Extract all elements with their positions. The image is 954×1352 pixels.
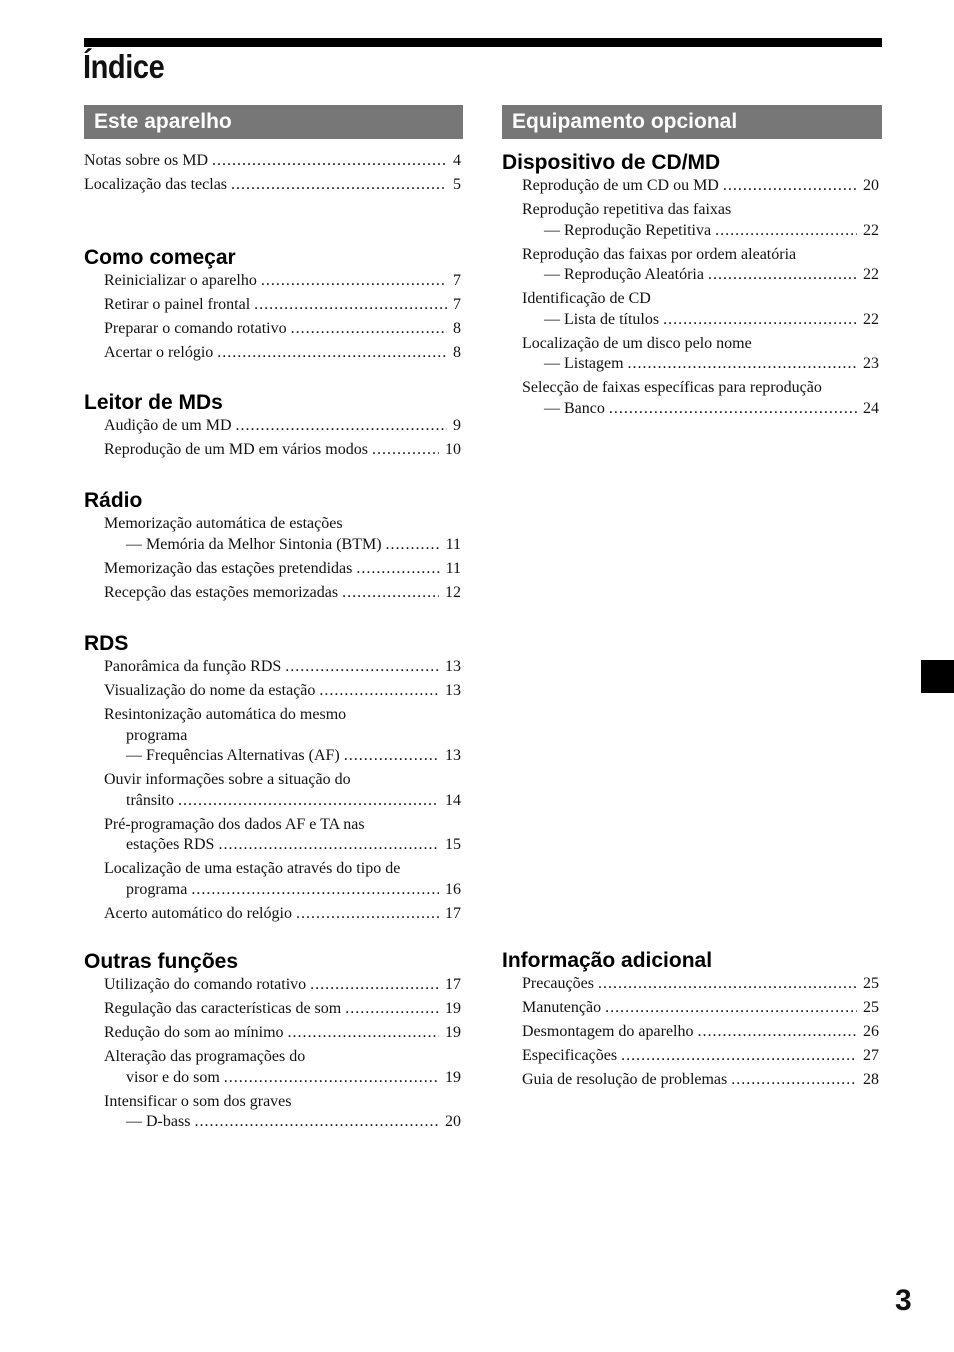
- toc-entry-text: — Listagem: [544, 355, 624, 372]
- toc-entry[interactable]: [84, 770, 461, 811]
- toc-entry-text: — Reprodução Aleatória: [544, 266, 704, 283]
- toc-entry[interactable]: [84, 999, 461, 1020]
- toc-entry[interactable]: [84, 681, 461, 702]
- toc-page-number: 10: [445, 441, 461, 458]
- toc-entry[interactable]: [502, 974, 879, 995]
- toc-page-number: 12: [445, 583, 461, 601]
- page-title: Índice: [83, 48, 165, 85]
- toc-page-number: 13: [445, 747, 461, 764]
- toc-group-heading: Rádio: [84, 489, 143, 512]
- leader-dots: [628, 354, 857, 375]
- toc-page-number: 19: [445, 1000, 461, 1017]
- toc-entry[interactable]: [84, 440, 461, 461]
- toc-entry[interactable]: [84, 514, 461, 555]
- toc-group-como-comecar: [84, 245, 461, 367]
- toc-entry-text: Desmontagem do aparelho: [522, 1023, 694, 1040]
- toc-entry[interactable]: [84, 705, 461, 767]
- toc-entry-text: Localização das teclas: [84, 176, 228, 193]
- toc-entry-text: — Lista de títulos: [544, 310, 660, 328]
- toc-entry-text: Precauções: [522, 975, 594, 992]
- toc-entry[interactable]: [502, 1046, 879, 1067]
- toc-entry[interactable]: [84, 151, 461, 172]
- leader-dots: [621, 1046, 857, 1067]
- toc-entry[interactable]: [84, 1047, 461, 1088]
- leader-dots: [191, 880, 439, 901]
- leader-dots: [372, 440, 439, 461]
- toc-entry[interactable]: [502, 245, 879, 286]
- toc-page-number: 13: [445, 658, 461, 675]
- toc-entry[interactable]: [84, 295, 461, 316]
- toc-page-number: 19: [445, 1024, 461, 1041]
- toc-entry-text: Audição de um MD: [104, 417, 232, 434]
- toc-entry[interactable]: [84, 1023, 461, 1044]
- toc-entry-text: Memorização das estações pretendidas: [104, 559, 353, 577]
- toc-entry[interactable]: [84, 416, 461, 437]
- toc-page-number: 14: [445, 791, 461, 809]
- toc-page-number: 22: [863, 266, 879, 283]
- toc-entry-text: Memorização automática de estações: [104, 515, 343, 532]
- toc-entry[interactable]: [84, 859, 461, 900]
- toc-entry-text: Reprodução das faixas por ordem aleatória: [522, 245, 797, 263]
- toc-entry-text: Pré-programação dos dados AF e TA nas: [104, 815, 365, 833]
- leader-dots: [218, 835, 439, 856]
- toc-entry-text: Acertar o relógio: [104, 344, 214, 361]
- leader-dots: [291, 319, 447, 340]
- toc-group-heading: Outras funções: [84, 950, 239, 973]
- toc-entry[interactable]: [502, 1022, 879, 1043]
- leader-dots: [598, 974, 857, 995]
- toc-entry-text: Regulação das características de som: [104, 1000, 342, 1017]
- toc-entry-text: Alteração das programações do: [104, 1048, 306, 1065]
- leader-dots: [708, 265, 857, 286]
- toc-entry[interactable]: [84, 815, 461, 856]
- toc-entry[interactable]: [502, 289, 879, 330]
- toc-entry-text: trânsito: [126, 791, 174, 809]
- toc-entry-text: Recepção das estações memorizadas: [104, 583, 339, 601]
- toc-page-number: 7: [453, 296, 461, 313]
- toc-group-heading: Dispositivo de CD/MD: [502, 151, 721, 174]
- toc-page-number: 17: [445, 976, 461, 993]
- leader-dots: [723, 176, 857, 197]
- toc-page-number: 9: [453, 417, 461, 434]
- toc-page-number: 25: [863, 999, 879, 1016]
- toc-entry[interactable]: [84, 319, 461, 340]
- leader-dots: [342, 583, 439, 604]
- toc-entry-text: Manutenção: [522, 999, 602, 1016]
- toc-entry[interactable]: [84, 271, 461, 292]
- toc-entry-text: programa: [126, 726, 188, 744]
- toc-entry[interactable]: [502, 998, 879, 1019]
- leader-dots: [663, 310, 857, 331]
- toc-entry-text: — Banco: [544, 399, 605, 417]
- toc-entry[interactable]: [502, 1070, 879, 1091]
- toc-page-number: 11: [445, 535, 461, 553]
- toc-page-number: 20: [863, 177, 879, 194]
- leader-dots: [715, 221, 857, 242]
- section-header-este-aparelho: Este aparelho: [84, 105, 463, 139]
- toc-group-outras-funcoes: [84, 949, 461, 1136]
- toc-group-heading: Leitor de MDs: [84, 391, 223, 414]
- toc-group-heading: Como começar: [84, 246, 236, 269]
- toc-group-heading: RDS: [84, 632, 129, 655]
- toc-entry-text: Panorâmica da função RDS: [104, 658, 282, 675]
- toc-page-number: 24: [863, 399, 879, 417]
- leader-dots: [386, 535, 440, 556]
- side-tab-marker: [921, 660, 954, 693]
- page-number: 3: [895, 1284, 912, 1317]
- toc-page-number: 17: [445, 904, 461, 922]
- leader-dots: [261, 271, 447, 292]
- toc-entry[interactable]: [84, 175, 461, 196]
- toc-entry-text: Selecção de faixas específicas para reprodução: [522, 379, 822, 396]
- section-header-equipamento-opcional: Equipamento opcional: [502, 105, 882, 139]
- toc-page-number: 27: [863, 1047, 879, 1064]
- toc-entry-text: Identificação de CD: [522, 290, 651, 307]
- toc-entry[interactable]: [502, 334, 879, 375]
- toc-group-rds: [84, 631, 461, 928]
- leader-dots: [285, 657, 439, 678]
- toc-group-dispositivo-cd-md: [502, 150, 879, 423]
- leader-dots: [224, 1068, 439, 1089]
- toc-group-radio: [84, 488, 461, 607]
- toc-entry-text: Utilização do comando rotativo: [104, 976, 307, 993]
- toc-entry[interactable]: [502, 176, 879, 197]
- toc-group-leitor-de-mds: [84, 390, 461, 464]
- toc-page-number: 26: [863, 1023, 879, 1040]
- toc-entry-text: Preparar o comando rotativo: [104, 320, 287, 337]
- toc-page-number: 19: [445, 1068, 461, 1086]
- toc-page-number: 5: [453, 176, 461, 193]
- toc-page-number: 16: [445, 880, 461, 898]
- toc-entry-text: Acerto automático do relógio: [104, 904, 292, 922]
- toc-group-informacao-adicional: [502, 948, 879, 1094]
- toc-page-number: 8: [453, 320, 461, 337]
- toc-entry-text: Especificações: [522, 1047, 618, 1064]
- toc-intro: [84, 151, 461, 199]
- toc-entry-text: Localização de um disco pelo nome: [522, 334, 752, 352]
- toc-page-number: 20: [445, 1113, 461, 1130]
- leader-dots: [212, 151, 447, 172]
- toc-entry-text: Visualização do nome da estação: [104, 682, 316, 699]
- toc-entry-text: Localização de uma estação através do tipo de: [104, 860, 401, 877]
- leader-dots: [296, 904, 439, 925]
- toc-entry-text: Reprodução repetitiva das faixas: [522, 201, 732, 218]
- toc-page-number: 8: [453, 344, 461, 361]
- leader-dots: [194, 1112, 439, 1133]
- toc-entry[interactable]: [84, 583, 461, 604]
- toc-entry-text: programa: [126, 880, 188, 898]
- toc-entry-text: — Reprodução Repetitiva: [544, 221, 712, 239]
- toc-entry-text: — Frequências Alternativas (AF): [126, 747, 340, 764]
- leader-dots: [345, 999, 439, 1020]
- toc-page-number: 15: [445, 836, 461, 853]
- leader-dots: [217, 343, 447, 364]
- toc-page-number: 23: [863, 355, 879, 372]
- toc-entry-text: Intensificar o som dos graves: [104, 1092, 292, 1110]
- toc-entry[interactable]: [502, 378, 879, 419]
- leader-dots: [231, 175, 447, 196]
- toc-entry[interactable]: [84, 657, 461, 678]
- leader-dots: [319, 681, 439, 702]
- toc-page-number: 22: [863, 310, 879, 328]
- leader-dots: [731, 1070, 857, 1091]
- leader-dots: [344, 746, 439, 767]
- toc-page-number: 22: [863, 221, 879, 239]
- title-rule: [84, 38, 882, 47]
- toc-entry-text: Retirar o painel frontal: [104, 296, 251, 313]
- toc-page-number: 11: [445, 559, 461, 577]
- toc-page-number: 4: [453, 152, 461, 169]
- toc-entry-text: — D-bass: [126, 1113, 191, 1130]
- leader-dots: [310, 975, 439, 996]
- leader-dots: [236, 416, 447, 437]
- leader-dots: [288, 1023, 439, 1044]
- leader-dots: [605, 998, 857, 1019]
- toc-entry[interactable]: [502, 200, 879, 241]
- toc-entry[interactable]: [84, 904, 461, 925]
- toc-entry-text: visor e do som: [126, 1068, 220, 1086]
- toc-entry[interactable]: [84, 975, 461, 996]
- toc-group-heading: Informação adicional: [502, 949, 713, 972]
- toc-entry[interactable]: [84, 1092, 461, 1133]
- toc-page-number: 25: [863, 975, 879, 992]
- leader-dots: [698, 1022, 858, 1043]
- leader-dots: [356, 559, 439, 580]
- toc-page-number: 13: [445, 682, 461, 699]
- toc-entry[interactable]: [84, 559, 461, 580]
- toc-entry-text: Guia de resolução de problemas: [522, 1071, 728, 1088]
- toc-entry-text: Ouvir informações sobre a situação do: [104, 771, 351, 788]
- toc-entry-text: Notas sobre os MD: [84, 152, 208, 169]
- toc-entry-text: Reprodução de um MD em vários modos: [104, 441, 368, 458]
- toc-page-number: 28: [863, 1071, 879, 1088]
- toc-entry-text: Reprodução de um CD ou MD: [522, 177, 719, 194]
- toc-entry-text: estações RDS: [126, 836, 215, 853]
- toc-entry-text: Resintonização automática do mesmo: [104, 706, 347, 723]
- leader-dots: [609, 399, 857, 420]
- leader-dots: [178, 791, 439, 812]
- toc-entry-text: Redução do som ao mínimo: [104, 1024, 284, 1041]
- toc-page-number: 7: [453, 272, 461, 289]
- toc-entry-text: Reinicializar o aparelho: [104, 272, 257, 289]
- toc-entry-text: — Memória da Melhor Sintonia (BTM): [126, 535, 382, 553]
- leader-dots: [254, 295, 447, 316]
- toc-entry[interactable]: [84, 343, 461, 364]
